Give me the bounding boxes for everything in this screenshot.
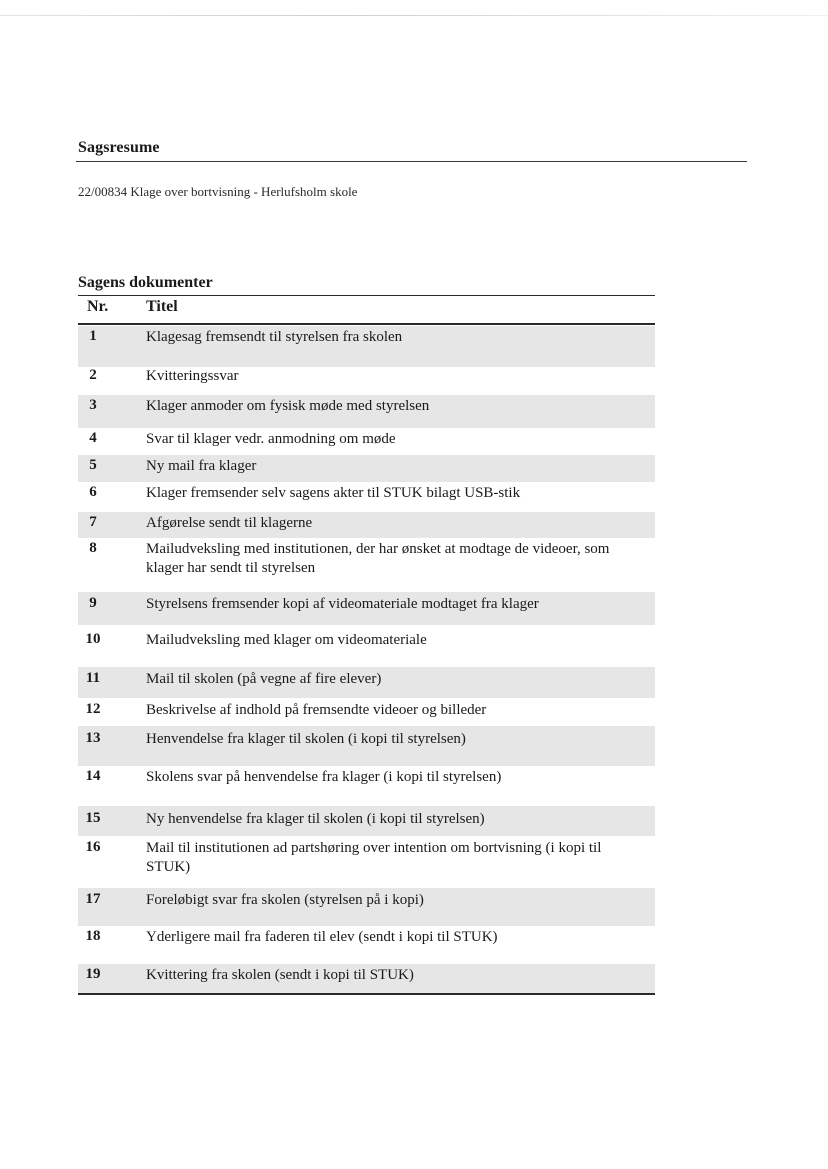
row-title: Afgørelse sendt til klagerne bbox=[146, 515, 313, 531]
row-number: 2 bbox=[89, 367, 97, 383]
row-number: 4 bbox=[89, 430, 97, 446]
row-number: 18 bbox=[85, 928, 101, 944]
table-row bbox=[78, 326, 655, 367]
row-title: Mail til institutionen ad partshøring over intention om bortvisning (i kopi til STUK) bbox=[146, 840, 602, 875]
table-row bbox=[78, 888, 655, 926]
table-row bbox=[78, 512, 655, 538]
row-number: 11 bbox=[85, 670, 101, 686]
row-number: 5 bbox=[89, 457, 97, 473]
row-number: 3 bbox=[89, 397, 97, 413]
row-number: 1 bbox=[89, 328, 97, 344]
documents-heading: Sagens dokumenter bbox=[78, 274, 213, 291]
row-title: Mailudveksling med klager om videomateriale bbox=[146, 632, 427, 648]
row-number: 6 bbox=[89, 484, 97, 500]
row-number: 7 bbox=[89, 514, 97, 530]
row-title: Klager anmoder om fysisk møde med styrelsen bbox=[146, 398, 430, 414]
table-row bbox=[78, 836, 655, 888]
row-title: Yderligere mail fra faderen til elev (sendt i kopi til STUK) bbox=[146, 929, 498, 945]
row-number: 8 bbox=[89, 540, 97, 556]
row-title: Ny henvendelse fra klager til skolen (i kopi til styrelsen) bbox=[146, 811, 485, 827]
row-number: 9 bbox=[89, 595, 97, 611]
row-title: Beskrivelse af indhold på fremsendte videoer og billeder bbox=[146, 702, 487, 718]
row-title: Klagesag fremsendt til styrelsen fra skolen bbox=[146, 329, 403, 345]
table-row bbox=[78, 428, 655, 454]
row-number: 17 bbox=[85, 891, 101, 907]
row-number: 19 bbox=[85, 966, 101, 982]
row-title: Henvendelse fra klager til skolen (i kopi til styrelsen) bbox=[146, 731, 466, 747]
row-title: Kvitteringssvar bbox=[146, 368, 239, 384]
table-row bbox=[78, 806, 655, 836]
column-header-title: Titel bbox=[146, 298, 178, 315]
row-number: 13 bbox=[85, 730, 101, 746]
table-row bbox=[78, 726, 655, 766]
row-number: 10 bbox=[85, 631, 101, 647]
table-row bbox=[78, 926, 655, 964]
row-title: Svar til klager vedr. anmodning om møde bbox=[146, 431, 396, 447]
table-row bbox=[78, 455, 655, 482]
table-row bbox=[78, 766, 655, 806]
table-top-rule bbox=[78, 295, 655, 296]
row-title: Klager fremsender selv sagens akter til STUK bilagt USB-stik bbox=[146, 485, 521, 501]
table-bottom-rule bbox=[78, 993, 655, 995]
table-row bbox=[78, 667, 655, 698]
row-number: 14 bbox=[85, 768, 101, 784]
row-number: 12 bbox=[85, 701, 101, 717]
row-title: Mailudveksling med institutionen, der har ønsket at modtage de videoer, som klager har sendt til styrelsen bbox=[146, 541, 610, 576]
header-rule bbox=[78, 323, 655, 325]
table-row bbox=[78, 367, 655, 394]
row-title: Ny mail fra klager bbox=[146, 458, 257, 474]
row-number: 15 bbox=[85, 810, 101, 826]
row-title: Skolens svar på henvendelse fra klager (i kopi til styrelsen) bbox=[146, 769, 502, 785]
table-row bbox=[78, 698, 655, 726]
table-row bbox=[78, 625, 655, 667]
column-header-nr: Nr. bbox=[87, 298, 109, 315]
table-row bbox=[78, 592, 655, 625]
case-reference: 22/00834 Klage over bortvisning - Herlufsholm skole bbox=[78, 184, 358, 199]
row-number: 16 bbox=[85, 839, 101, 855]
scan-edge-line bbox=[0, 15, 828, 16]
row-title: Kvittering fra skolen (sendt i kopi til STUK) bbox=[146, 967, 414, 983]
table-row bbox=[78, 964, 655, 993]
table-row bbox=[78, 482, 655, 512]
row-title: Foreløbigt svar fra skolen (styrelsen på i kopi) bbox=[146, 892, 424, 908]
row-title: Mail til skolen (på vegne af fire elever) bbox=[146, 671, 382, 687]
section-title: Sagsresume bbox=[78, 139, 160, 156]
title-rule bbox=[76, 161, 747, 162]
table-row bbox=[78, 538, 655, 592]
row-title: Styrelsens fremsender kopi af videomateriale modtaget fra klager bbox=[146, 596, 539, 612]
table-row bbox=[78, 395, 655, 428]
